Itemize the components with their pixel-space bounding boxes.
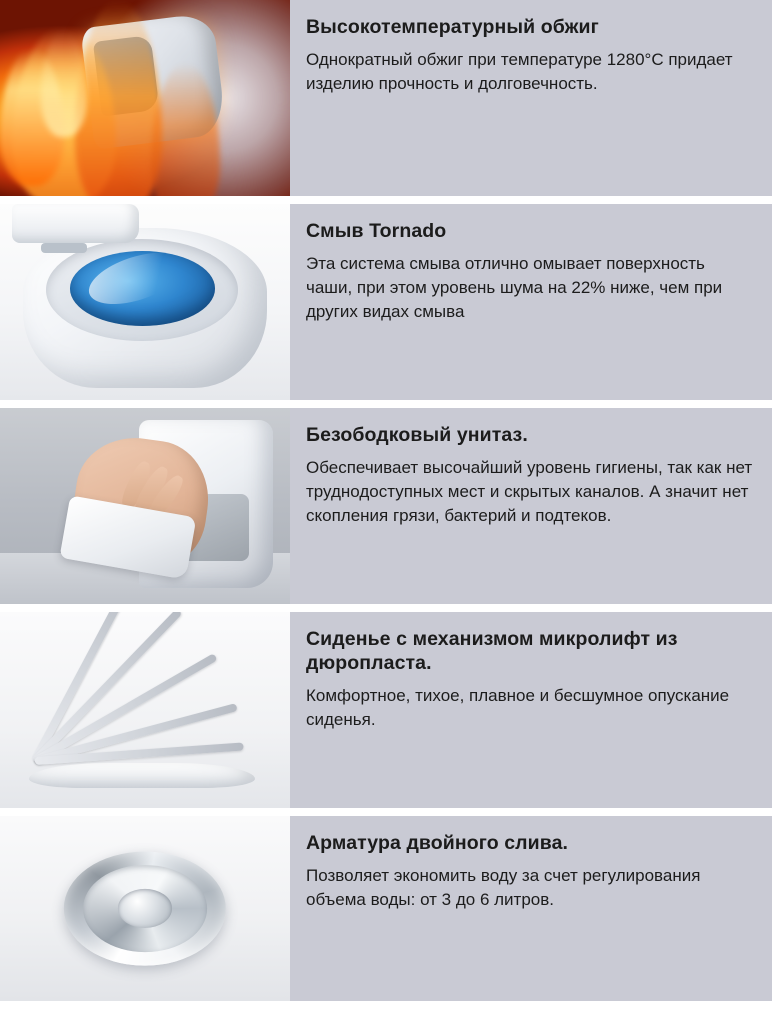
feature-title: Сиденье с механизмом микролифт из дюропласта.	[306, 628, 678, 674]
feature-body: Обеспечивает высочайший уровень гигиены, так как нет труднодоступных мест и скрытых каналов. А значит нет скопления грязи, бактерий и подтеков.	[306, 457, 753, 526]
feature-row	[0, 204, 772, 400]
feature-text-pane	[290, 816, 772, 1001]
row-divider	[0, 604, 772, 612]
seat-base-shape	[29, 763, 255, 788]
feature-text-pane	[290, 612, 772, 808]
row-divider	[0, 196, 772, 204]
seat-illustration	[0, 612, 290, 808]
soft-close-seat-photo	[0, 612, 290, 808]
feature-title: Смыв Tornado	[306, 220, 447, 242]
feature-body: Комфортное, тихое, плавное и бесшумное опускание сиденья.	[306, 685, 730, 729]
dual-flush-button-photo	[0, 816, 290, 1001]
feature-title: Арматура двойного слива.	[306, 832, 569, 854]
flush-button-inner-ring	[83, 865, 206, 952]
feature-row	[0, 816, 772, 1001]
feature-title: Безободковый унитаз.	[306, 424, 528, 446]
high-temperature-firing-photo	[0, 0, 290, 196]
tank-shape	[12, 204, 140, 243]
feature-row	[0, 0, 772, 196]
feature-title: Высокотемпературный обжиг	[306, 16, 599, 38]
bowl-illustration	[0, 204, 290, 400]
feature-row	[0, 408, 772, 604]
row-divider	[0, 400, 772, 408]
fire-illustration	[0, 0, 290, 196]
feature-body: Однократный обжиг при температуре 1280°C придает изделию прочность и долговечность.	[306, 49, 733, 93]
cleaning-illustration	[0, 408, 290, 604]
feature-text-pane	[290, 408, 772, 604]
feature-row	[0, 612, 772, 808]
tornado-flush-photo	[0, 204, 290, 400]
row-divider	[0, 808, 772, 816]
feature-text-pane	[290, 204, 772, 400]
flush-button-center	[118, 889, 172, 927]
dual-flush-illustration	[0, 816, 290, 1001]
feature-text-pane	[290, 0, 772, 196]
rimless-toilet-cleaning-photo	[0, 408, 290, 604]
flush-button-shape	[41, 243, 87, 253]
feature-body: Эта система смыва отлично омывает поверхность чаши, при этом уровень шума на 22% ниже, чем при других видах смыва	[306, 253, 723, 322]
feature-body: Позволяет экономить воду за счет регулирования объема воды: от 3 до 6 литров.	[306, 865, 701, 909]
flush-button-outer-ring	[64, 851, 226, 966]
